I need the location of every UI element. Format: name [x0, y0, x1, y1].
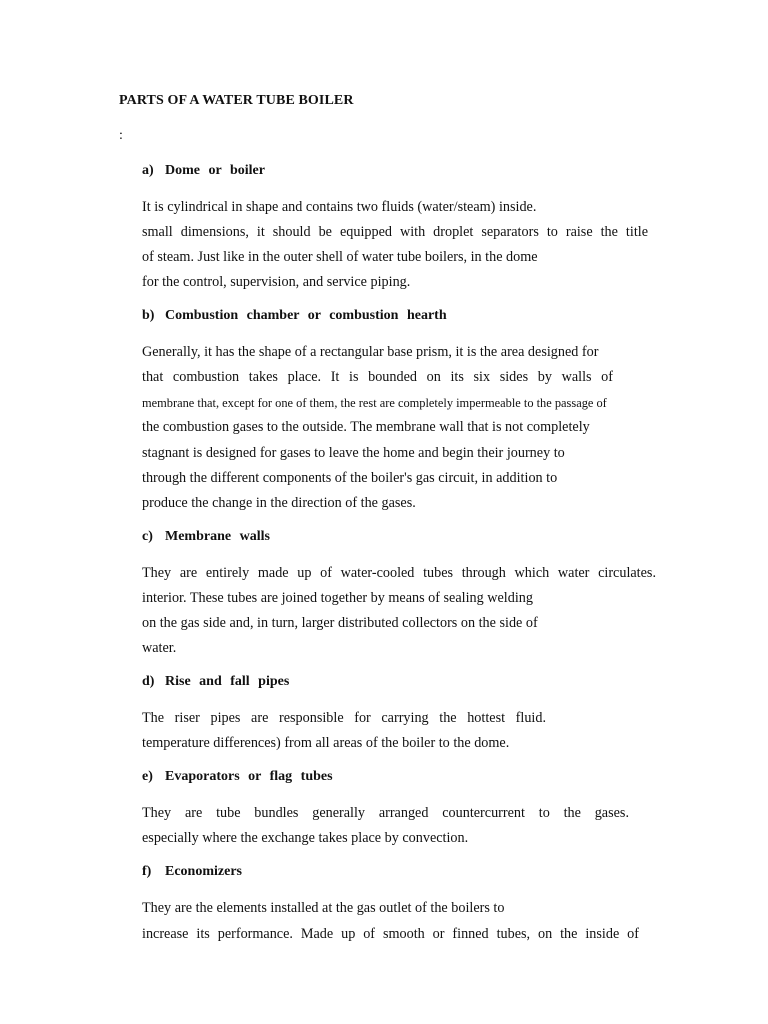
paragraph-line: the combustion gases to the outside. The membrane wall that is not completely: [142, 419, 590, 435]
section-title: Combustion chamber or combustion hearth: [165, 308, 447, 323]
paragraph-line: temperature differences) from all areas of the boiler to the dome.: [142, 735, 510, 751]
paragraph-line: small dimensions, it should be equipped with droplet separators to raise the title: [142, 224, 648, 240]
section-heading-rise-fall-pipes: [142, 674, 289, 690]
paragraph-line: on the gas side and, in turn, larger distributed collectors on the side of: [142, 615, 538, 631]
paragraph-line: The riser pipes are responsible for carrying the hottest fluid.: [142, 710, 546, 726]
section-title: Economizers: [165, 864, 242, 879]
paragraph-line: Generally, it has the shape of a rectangular base prism, it is the area designed for: [142, 344, 599, 360]
paragraph-line: through the different components of the boiler's gas circuit, in addition to: [142, 470, 558, 486]
section-label: f): [142, 864, 152, 879]
section-label: b): [142, 308, 155, 323]
paragraph-line: They are entirely made up of water-cooled tubes through which water circulates.: [142, 565, 656, 581]
paragraph-line: especially where the exchange takes place by convection.: [142, 830, 469, 846]
section-label: e): [142, 769, 153, 784]
section-heading-membrane-walls: [142, 529, 270, 545]
section-heading-evaporators: [142, 769, 333, 785]
section-label: d): [142, 674, 155, 689]
section-title: Evaporators or flag tubes: [165, 769, 333, 784]
paragraph-line: increase its performance. Made up of smooth or finned tubes, on the inside of: [142, 926, 639, 942]
paragraph-line: They are the elements installed at the gas outlet of the boilers to: [142, 900, 505, 916]
section-label: c): [142, 529, 153, 544]
paragraph-line: stagnant is designed for gases to leave the home and begin their journey to: [142, 445, 565, 461]
paragraph-line: of steam. Just like in the outer shell of water tube boilers, in the dome: [142, 249, 538, 265]
paragraph-line: They are tube bundles generally arranged countercurrent to the gases.: [142, 805, 629, 821]
paragraph-line: membrane that, except for one of them, the rest are completely impermeable to the passage of: [142, 396, 607, 410]
section-heading-dome: [142, 163, 265, 179]
paragraph-line: It is cylindrical in shape and contains two fluids (water/steam) inside.: [142, 199, 537, 215]
paragraph-line: water.: [142, 640, 177, 656]
section-heading-combustion-chamber: [142, 308, 447, 324]
paragraph-line: that combustion takes place. It is bounded on its six sides by walls of: [142, 369, 613, 385]
paragraph-line: for the control, supervision, and service piping.: [142, 274, 411, 290]
paragraph-line: produce the change in the direction of the gases.: [142, 495, 416, 511]
colon-mark: :: [119, 128, 123, 143]
section-label: a): [142, 163, 154, 178]
paragraph-line: interior. These tubes are joined together by means of sealing welding: [142, 590, 533, 606]
section-heading-economizers: [142, 864, 242, 880]
section-title: Membrane walls: [165, 529, 270, 544]
page-title: PARTS OF A WATER TUBE BOILER: [119, 93, 354, 108]
section-title: Dome or boiler: [165, 163, 265, 178]
section-title: Rise and fall pipes: [165, 674, 290, 689]
